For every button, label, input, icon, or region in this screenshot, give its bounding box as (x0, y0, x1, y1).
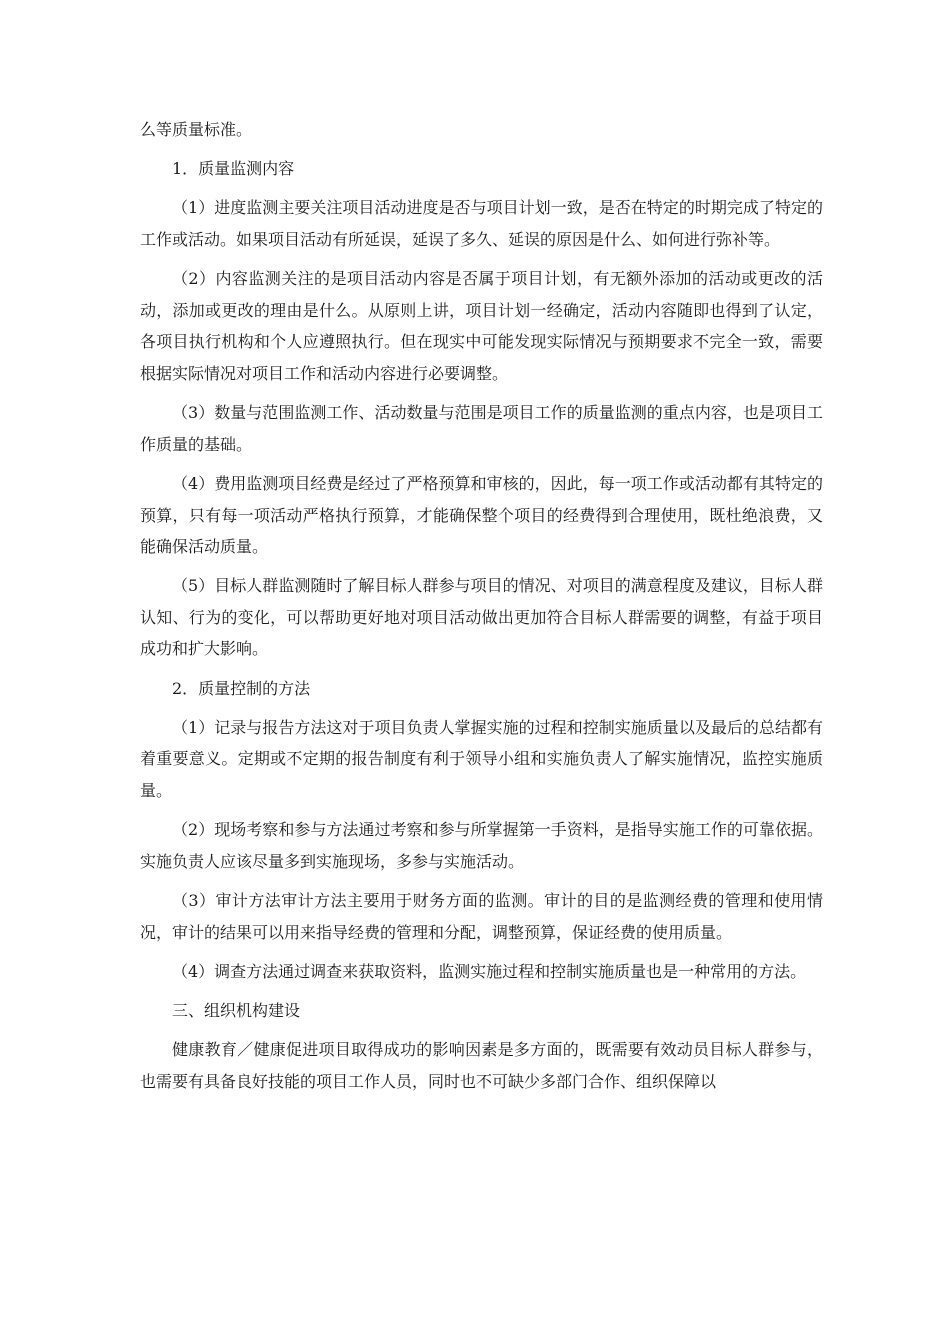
paragraph-content-monitoring: （2）内容监测关注的是项目活动内容是否属于项目计划，有无额外添加的活动或更改的活动，添加或更改的理由是什么。从原则上讲，项目计划一经确定，活动内容随即也得到了认定，各项目执行机构和个人应遵照执行。但在现实中可能发现实际情况与预期要求不完全一致，需要根据实际情况对项目工作和活动内容进行必要调整。 (140, 269, 823, 383)
document-body (140, 114, 823, 1105)
paragraph-audit-method: （3）审计方法审计方法主要用于财务方面的监测。审计的目的是监测经费的管理和使用情况，审计的结果可以用来指导经费的管理和分配，调整预算，保证经费的使用质量。 (140, 891, 823, 942)
paragraph-survey-method: （4）调查方法通过调查来获取资料，监测实施过程和控制实施质量也是一种常用的方法。 (172, 961, 807, 981)
paragraph-target-population-monitoring: （5）目标人群监测随时了解目标人群参与项目的情况、对项目的满意程度及建议，目标人群认知、行为的变化，可以帮助更好地对项目活动做出更加符合目标人群需要的调整，有益于项目成功和扩大影响。 (140, 576, 823, 659)
paragraph-record-report-method: （1）记录与报告方法这对于项目负责人掌握实施的过程和控制实施质量以及最后的总结都有着重要意义。定期或不定期的报告制度有利于领导小组和实施负责人了解实施情况，监控实施质量。 (140, 717, 823, 801)
paragraph-site-visit-method: （2）现场考察和参与方法通过考察和参与所掌握第一手资料，是指导实施工作的可靠依据。实施负责人应该尽量多到实施现场，多参与实施活动。 (140, 820, 823, 871)
paragraph-cost-monitoring: （4）费用监测项目经费是经过了严格预算和审核的，因此，每一项工作或活动都有其特定的预算，只有每一项活动严格执行预算，才能确保整个项目的经费得到合理使用，既杜绝浪费，又能确保活动质量。 (140, 473, 823, 557)
paragraph-continuation: 么等质量标准。 (140, 120, 253, 139)
paragraph-organization-intro: 健康教育／健康促进项目取得成功的影响因素是多方面的，既需要有效动员目标人群参与，也需要有具备良好技能的项目工作人员，同时也不可缺少多部门合作、组织保障以 (140, 1040, 823, 1091)
paragraph-progress-monitoring: （1）进度监测主要关注项目活动进度是否与项目计划一致，是否在特定的时期完成了特定的工作或活动。如果项目活动有所延误，延误了多久、延误的原因是什么、如何进行弥补等。 (140, 198, 823, 249)
paragraph-quantity-scope-monitoring: （3）数量与范围监测工作、活动数量与范围是项目工作的质量监测的重点内容，也是项目工作质量的基础。 (140, 403, 823, 454)
section-heading-quality-monitoring-content: 1．质量监测内容 (172, 159, 295, 179)
section-heading-quality-control-methods: 2．质量控制的方法 (172, 678, 311, 698)
section-heading-organization-building: 三、组织机构建设 (172, 1000, 301, 1020)
